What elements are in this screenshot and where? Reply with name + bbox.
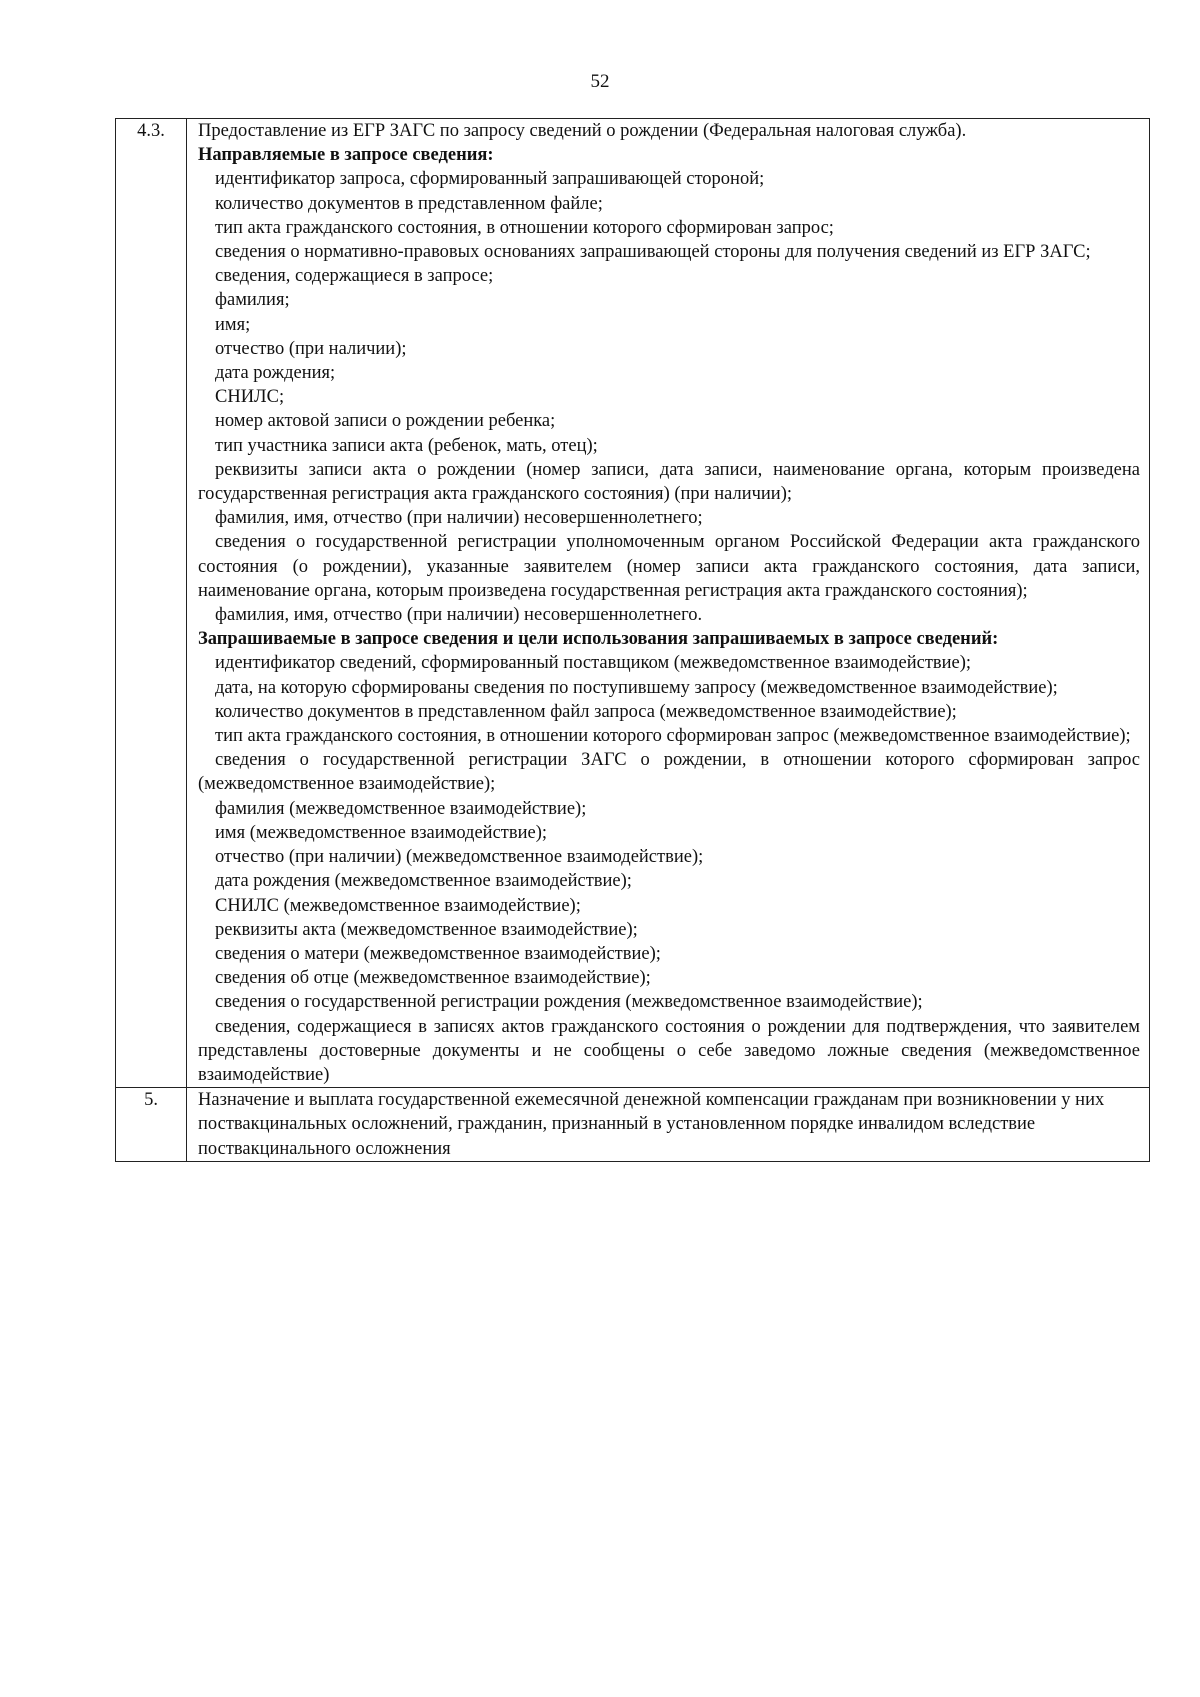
paragraph: дата, на которую сформированы сведения по поступившему запросу (межведомственное взаимодействие);	[215, 677, 1058, 698]
paragraph: имя (межведомственное взаимодействие);	[215, 822, 548, 843]
row-number-cell: 4.3.	[116, 119, 187, 1088]
paragraph: количество документов в представленном файле;	[215, 193, 603, 214]
paragraph: имя;	[215, 314, 251, 335]
row-content-cell	[187, 119, 1150, 1088]
paragraph: сведения о государственной регистрации ЗАГС о рождении, в отношении которого сформирован запрос (межведомственное взаимодействие);	[198, 750, 1140, 795]
paragraph: Назначение и выплата государственной ежемесячной денежной компенсации гражданам при возникновении у них поствакцинальных осложнений, гражданин, признанный в установленном порядке инвалидом вследствие поствакцинального осложнения	[198, 1090, 1105, 1159]
paragraph: дата рождения;	[215, 363, 336, 384]
table-row-5	[116, 1088, 1150, 1162]
paragraph: сведения о нормативно-правовых основаниях запрашивающей стороны для получения сведений из ЕГР ЗАГС;	[215, 242, 1091, 263]
paragraph: СНИЛС;	[215, 387, 285, 408]
row-content-cell	[187, 1088, 1150, 1162]
paragraph: сведения, содержащиеся в запросе;	[215, 266, 494, 287]
paragraph: Предоставление из ЕГР ЗАГС по запросу сведений о рождении (Федеральная налоговая служба).	[198, 121, 967, 141]
row-4-3-paragraphs	[198, 119, 1140, 1087]
paragraph: идентификатор запроса, сформированный запрашивающей стороной;	[215, 169, 765, 190]
table-row-4-3	[116, 119, 1150, 1088]
paragraph: количество документов в представленном файл запроса (межведомственное взаимодействие);	[215, 701, 957, 722]
services-table	[115, 118, 1150, 1162]
paragraph: тип участника записи акта (ребенок, мать, отец);	[215, 435, 598, 456]
paragraph: сведения о государственной регистрации уполномоченным органом Российской Федерации акта гражданского состояния (о рождении), указанные заявителем (номер записи акта гражданского состояния, дата записи, наименование органа, которым произведена государственная регистрация акта гражданского состояния);	[198, 532, 1140, 601]
paragraph: отчество (при наличии) (межведомственное взаимодействие);	[215, 847, 704, 868]
paragraph: реквизиты акта (межведомственное взаимодействие);	[215, 919, 638, 940]
paragraph: сведения о матери (межведомственное взаимодействие);	[215, 943, 661, 964]
paragraph: идентификатор сведений, сформированный поставщиком (межведомственное взаимодействие);	[215, 653, 972, 674]
paragraph: сведения об отце (межведомственное взаимодействие);	[215, 968, 651, 989]
paragraph: СНИЛС (межведомственное взаимодействие);	[215, 895, 581, 916]
paragraph: тип акта гражданского состояния, в отношении которого сформирован запрос;	[215, 217, 834, 238]
section-heading: Направляемые в запросе сведения:	[198, 145, 494, 166]
paragraph: дата рождения (межведомственное взаимодействие);	[215, 871, 632, 892]
paragraph: сведения, содержащиеся в записях актов гражданского состояния о рождении для подтверждения, что заявителем представлены достоверные документы и не сообщены о себе заведомо ложные сведения (межведомственное взаимодействие)	[198, 1016, 1140, 1085]
row-number-cell: 5.	[116, 1088, 187, 1162]
page-number: 52	[590, 71, 610, 92]
paragraph: сведения о государственной регистрации рождения (межведомственное взаимодействие);	[215, 992, 923, 1013]
paragraph: фамилия, имя, отчество (при наличии) несовершеннолетнего.	[215, 605, 703, 626]
paragraph: номер актовой записи о рождении ребенка;	[215, 411, 556, 432]
paragraph: тип акта гражданского состояния, в отношении которого сформирован запрос (межведомственное взаимодействие);	[215, 726, 1131, 747]
paragraph: фамилия;	[215, 290, 290, 311]
paragraph: фамилия, имя, отчество (при наличии) несовершеннолетнего;	[215, 508, 703, 529]
row-5-paragraphs	[198, 1088, 1140, 1161]
section-heading: Запрашиваемые в запросе сведения и цели использования запрашиваемых в запросе сведений:	[198, 629, 999, 650]
paragraph: отчество (при наличии);	[215, 338, 407, 359]
paragraph: реквизиты записи акта о рождении (номер записи, дата записи, наименование органа, которым произведена государственная регистрация акта гражданского состояния) (при наличии);	[198, 459, 1140, 505]
paragraph: фамилия (межведомственное взаимодействие);	[215, 798, 587, 819]
